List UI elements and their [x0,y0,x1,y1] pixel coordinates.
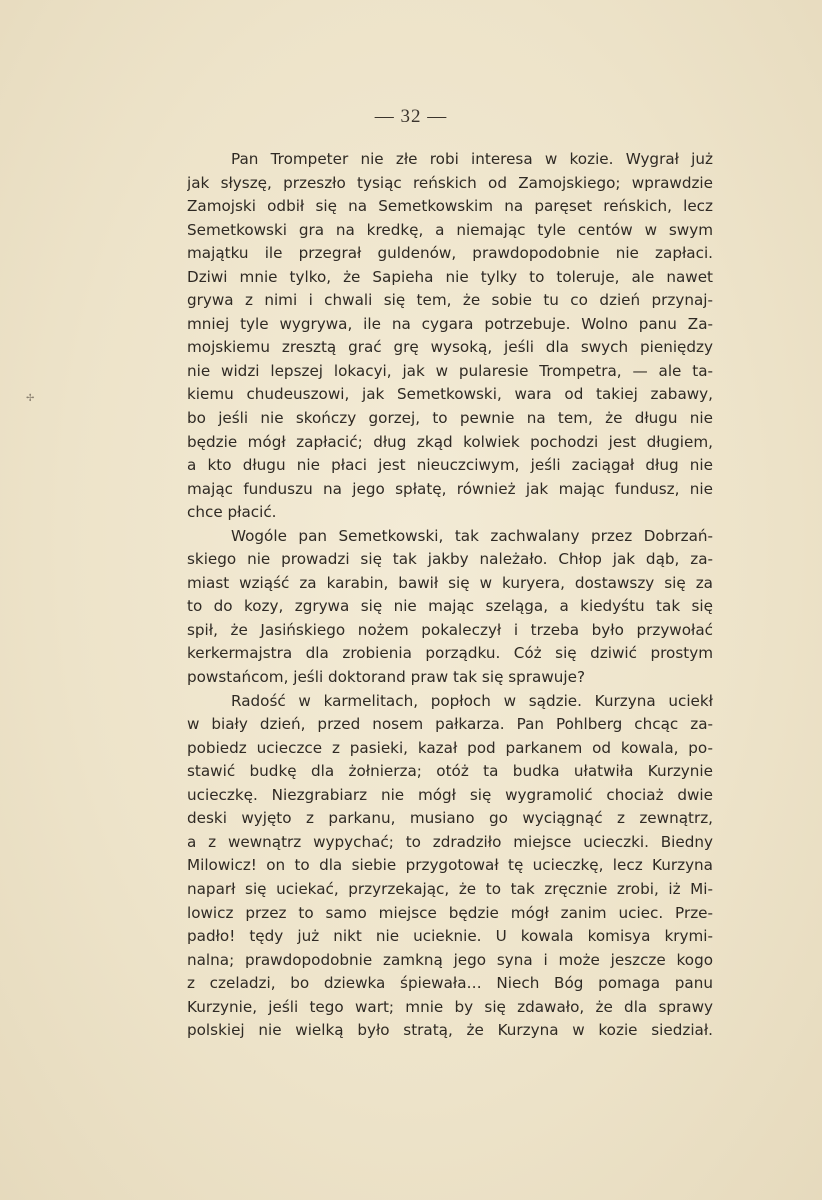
text-line: z czeladzi, bo dziewka śpiewała… Niech Bóg pomaga panu [187,974,713,993]
text-line: polskiej nie wielką było stratą, że Kurzyna w kozie siedział. [187,1021,713,1040]
text-line: a kto długu nie płaci jest nieuczciwym, jeśli zaciągał dług nie [187,456,713,475]
paragraph-3 [187,690,713,1043]
text-line: Dziwi mnie tylko, że Sapieha nie tylky to toleruje, ale nawet [187,267,713,286]
text-line: nalna; prawdopodobnie zamkną jego syna i może jeszcze kogo [187,950,713,969]
margin-speck-icon: ✢ [26,393,35,404]
text-line: deski wyjęto z parkanu, musiano go wyciągnąć z zewnątrz, [187,809,713,828]
body-text [187,148,713,1043]
text-line: naparł się uciekać, przyrzekając, że to tak zręcznie zrobi, iż Mi- [187,879,713,898]
paragraph-1 [187,148,713,525]
text-line: mojskiemu zresztą grać grę wysoką, jeśli dla swych pieniędzy [187,338,713,357]
text-line: kerkermajstra dla zrobienia porządku. Cóż się dziwić prostym [187,644,713,663]
text-line: chce płacić. [187,503,277,522]
text-line: pobiedz ucieczce z pasieki, kazał pod parkanem od kowala, po- [187,738,713,757]
text-line: mniej tyle wygrywa, ile na cygara potrzebuje. Wolno panu Za- [187,314,713,333]
text-line: a z wewnątrz wypychać; to zdradziło miejsce ucieczki. Biedny [187,832,713,851]
text-line: grywa z nimi i chwali się tem, że sobie tu co dzień przynaj- [187,291,713,310]
text-line: mając funduszu na jego spłatę, również jak mając fundusz, nie [187,479,713,498]
text-line: stawić budkę dla żołnierza; otóż ta budka ułatwiła Kurzynie [187,762,713,781]
text-line: miast wziąść za karabin, bawił się w kuryera, dostawszy się za [187,573,713,592]
text-line: Semetkowski gra na kredkę, a niemając tyle centów w swym [187,220,713,239]
text-line: Milowicz! on to dla siebie przygotował tę ucieczkę, lecz Kurzyna [187,856,713,875]
text-line: padło! tędy już nikt nie ucieknie. U kowala komisya krymi- [187,927,713,946]
paragraph-2 [187,525,713,690]
text-line: lowicz przez to samo miejsce będzie mógł zanim uciec. Prze- [187,903,713,922]
text-line: będzie mógł zapłacić; dług zkąd kolwiek pochodzi jest długiem, [187,432,713,451]
text-line: Kurzynie, jeśli tego wart; mnie by się zdawało, że dla sprawy [187,997,713,1016]
text-line: skiego nie prowadzi się tak jakby należało. Chłop jak dąb, za- [187,550,713,569]
text-line: majątku ile przegrał guldenów, prawdopodobnie nie zapłaci. [187,244,713,263]
text-line: Radość w karmelitach, popłoch w sądzie. Kurzyna uciekł [231,691,713,710]
page-number: — 32 — [374,106,448,127]
text-line: kiemu chudeuszowi, jak Semetkowski, wara od takiej zabawy, [187,385,713,404]
text-line: Wogóle pan Semetkowski, tak zachwalany przez Dobrzań- [231,526,713,545]
text-line: Zamojski odbił się na Semetkowskim na paręset reńskich, lecz [187,197,713,216]
text-line: ucieczkę. Niezgrabiarz nie mógł się wygramolić chociaż dwie [187,785,713,804]
text-line: to do kozy, zgrywa się nie mając szeląga, a kiedyśtu tak się [187,597,713,616]
text-line: spił, że Jasińskiego nożem pokaleczył i trzeba było przywołać [187,620,713,639]
text-line: nie widzi lepszej lokacyi, jak w pularesie Trompetra, — ale ta- [187,361,713,380]
text-line: bo jeśli nie skończy gorzej, to pewnie na tem, że długu nie [187,409,713,428]
text-line: Pan Trompeter nie złe robi interesa w kozie. Wygrał już [231,150,713,168]
text-line: jak słyszę, przeszło tysiąc reńskich od Zamojskiego; wprawdzie [187,173,713,192]
text-line: powstańcom, jeśli doktorand praw tak się sprawuje? [187,668,586,687]
text-line: w biały dzień, przed nosem pałkarza. Pan Pohlberg chcąc za- [187,715,713,734]
